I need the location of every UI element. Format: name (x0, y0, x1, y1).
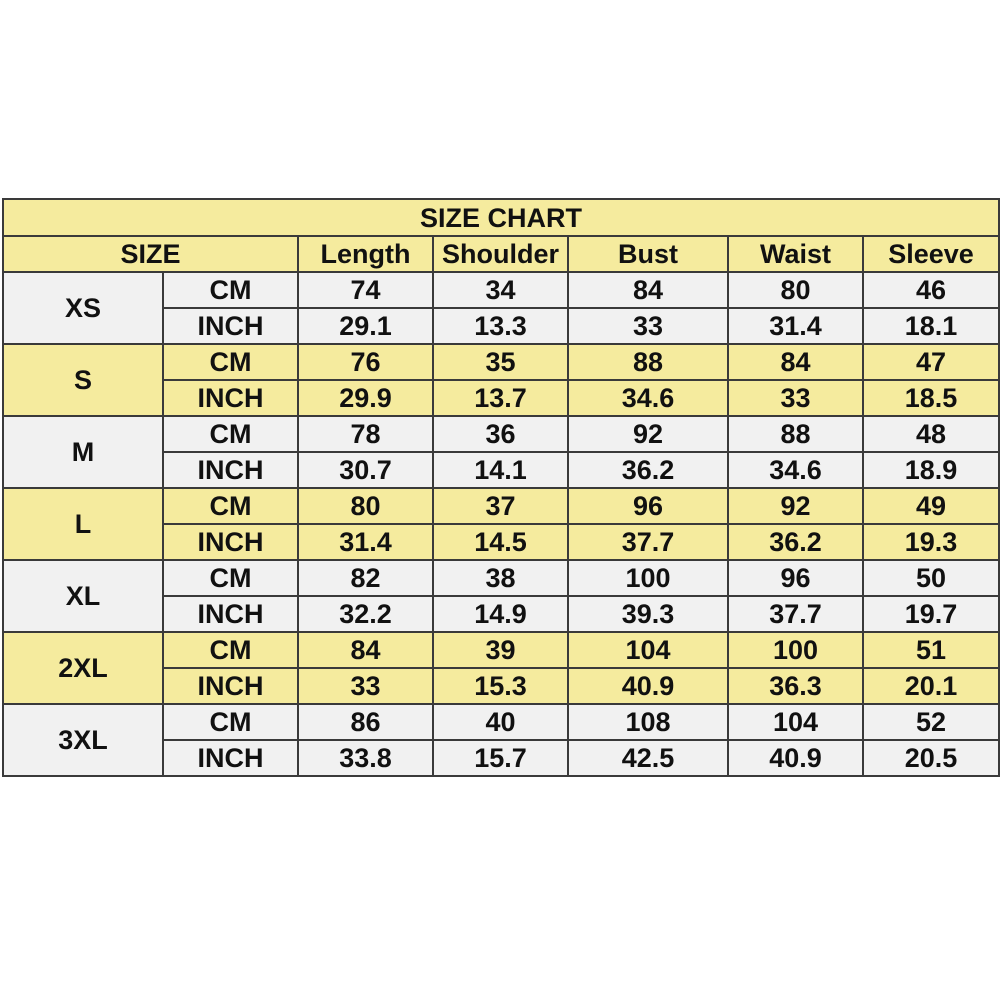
sleeve-cell: 19.7 (863, 596, 999, 632)
bust-cell: 96 (568, 488, 728, 524)
header-length: Length (298, 236, 433, 272)
unit-label: CM (163, 272, 298, 308)
bust-cell: 39.3 (568, 596, 728, 632)
length-cell: 33 (298, 668, 433, 704)
sleeve-cell: 47 (863, 344, 999, 380)
sleeve-cell: 20.5 (863, 740, 999, 776)
unit-label: INCH (163, 596, 298, 632)
size-chart-table (2, 198, 1000, 777)
table-row (3, 488, 999, 524)
shoulder-cell: 15.3 (433, 668, 568, 704)
waist-cell: 104 (728, 704, 863, 740)
length-cell: 76 (298, 344, 433, 380)
waist-cell: 100 (728, 632, 863, 668)
length-cell: 29.9 (298, 380, 433, 416)
bust-cell: 88 (568, 344, 728, 380)
table-row (3, 416, 999, 452)
unit-label: INCH (163, 668, 298, 704)
unit-label: INCH (163, 524, 298, 560)
sleeve-cell: 52 (863, 704, 999, 740)
header-sleeve: Sleeve (863, 236, 999, 272)
shoulder-cell: 40 (433, 704, 568, 740)
waist-cell: 31.4 (728, 308, 863, 344)
bust-cell: 42.5 (568, 740, 728, 776)
length-cell: 30.7 (298, 452, 433, 488)
size-label: 3XL (3, 704, 163, 776)
sleeve-cell: 51 (863, 632, 999, 668)
unit-label: CM (163, 344, 298, 380)
shoulder-cell: 15.7 (433, 740, 568, 776)
waist-cell: 34.6 (728, 452, 863, 488)
header-row (3, 236, 999, 272)
size-label: 2XL (3, 632, 163, 704)
waist-cell: 80 (728, 272, 863, 308)
length-cell: 84 (298, 632, 433, 668)
length-cell: 31.4 (298, 524, 433, 560)
shoulder-cell: 14.1 (433, 452, 568, 488)
sleeve-cell: 48 (863, 416, 999, 452)
waist-cell: 40.9 (728, 740, 863, 776)
table-row (3, 632, 999, 668)
size-label: L (3, 488, 163, 560)
unit-label: CM (163, 632, 298, 668)
table-row (3, 272, 999, 308)
header-shoulder: Shoulder (433, 236, 568, 272)
sleeve-cell: 18.9 (863, 452, 999, 488)
bust-cell: 92 (568, 416, 728, 452)
chart-title: SIZE CHART (3, 199, 999, 236)
length-cell: 80 (298, 488, 433, 524)
table-row (3, 560, 999, 596)
sleeve-cell: 20.1 (863, 668, 999, 704)
length-cell: 32.2 (298, 596, 433, 632)
waist-cell: 96 (728, 560, 863, 596)
header-waist: Waist (728, 236, 863, 272)
length-cell: 86 (298, 704, 433, 740)
unit-label: CM (163, 704, 298, 740)
unit-label: CM (163, 488, 298, 524)
unit-label: CM (163, 416, 298, 452)
shoulder-cell: 37 (433, 488, 568, 524)
waist-cell: 36.3 (728, 668, 863, 704)
waist-cell: 33 (728, 380, 863, 416)
size-label: XL (3, 560, 163, 632)
size-label: M (3, 416, 163, 488)
unit-label: CM (163, 560, 298, 596)
unit-label: INCH (163, 308, 298, 344)
waist-cell: 36.2 (728, 524, 863, 560)
unit-label: INCH (163, 380, 298, 416)
shoulder-cell: 34 (433, 272, 568, 308)
size-chart (2, 198, 1000, 777)
bust-cell: 40.9 (568, 668, 728, 704)
bust-cell: 108 (568, 704, 728, 740)
table-row (3, 344, 999, 380)
bust-cell: 36.2 (568, 452, 728, 488)
waist-cell: 92 (728, 488, 863, 524)
shoulder-cell: 35 (433, 344, 568, 380)
table-row (3, 704, 999, 740)
bust-cell: 37.7 (568, 524, 728, 560)
shoulder-cell: 13.3 (433, 308, 568, 344)
sleeve-cell: 50 (863, 560, 999, 596)
sleeve-cell: 18.5 (863, 380, 999, 416)
sleeve-cell: 49 (863, 488, 999, 524)
length-cell: 78 (298, 416, 433, 452)
size-label: S (3, 344, 163, 416)
length-cell: 82 (298, 560, 433, 596)
sleeve-cell: 19.3 (863, 524, 999, 560)
length-cell: 29.1 (298, 308, 433, 344)
shoulder-cell: 13.7 (433, 380, 568, 416)
bust-cell: 34.6 (568, 380, 728, 416)
bust-cell: 33 (568, 308, 728, 344)
shoulder-cell: 39 (433, 632, 568, 668)
bust-cell: 100 (568, 560, 728, 596)
sleeve-cell: 18.1 (863, 308, 999, 344)
unit-label: INCH (163, 452, 298, 488)
header-bust: Bust (568, 236, 728, 272)
unit-label: INCH (163, 740, 298, 776)
waist-cell: 37.7 (728, 596, 863, 632)
size-label: XS (3, 272, 163, 344)
length-cell: 33.8 (298, 740, 433, 776)
shoulder-cell: 14.9 (433, 596, 568, 632)
bust-cell: 84 (568, 272, 728, 308)
length-cell: 74 (298, 272, 433, 308)
waist-cell: 88 (728, 416, 863, 452)
title-row (3, 199, 999, 236)
shoulder-cell: 36 (433, 416, 568, 452)
waist-cell: 84 (728, 344, 863, 380)
sleeve-cell: 46 (863, 272, 999, 308)
shoulder-cell: 14.5 (433, 524, 568, 560)
shoulder-cell: 38 (433, 560, 568, 596)
bust-cell: 104 (568, 632, 728, 668)
header-size: SIZE (3, 236, 298, 272)
